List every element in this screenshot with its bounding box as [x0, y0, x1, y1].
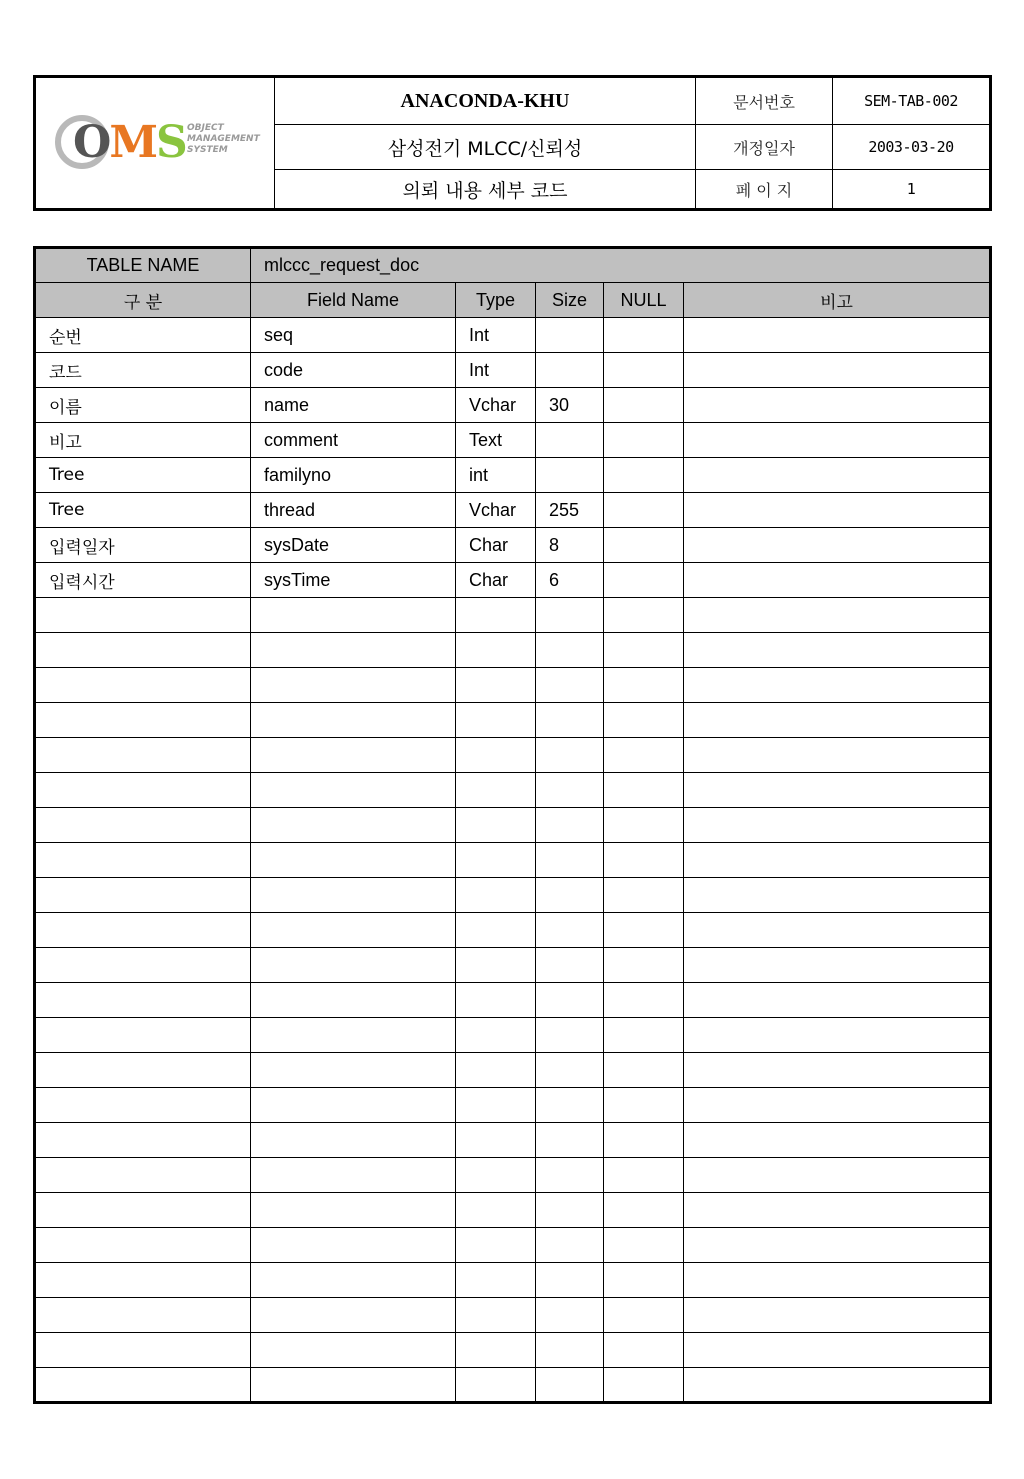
empty-cell — [456, 1193, 536, 1228]
row-category: Tree — [35, 458, 251, 493]
table-name-row — [35, 248, 991, 283]
doc-number-value: SEM-TAB-002 — [864, 92, 958, 110]
empty-cell — [604, 983, 684, 1018]
empty-cell — [251, 983, 456, 1018]
row-note — [684, 353, 991, 388]
row-size — [536, 458, 604, 493]
empty-cell — [684, 948, 991, 983]
empty-cell — [456, 948, 536, 983]
empty-cell — [684, 843, 991, 878]
table-row — [35, 353, 991, 388]
empty-cell — [684, 1053, 991, 1088]
row-note — [684, 563, 991, 598]
empty-cell — [684, 1018, 991, 1053]
row-field-name: code — [251, 353, 456, 388]
empty-cell — [35, 1263, 251, 1298]
empty-cell — [684, 983, 991, 1018]
row-category: 입력일자 — [35, 528, 251, 563]
empty-cell — [536, 598, 604, 633]
column-header-note: 비고 — [684, 283, 991, 318]
empty-cell — [684, 1333, 991, 1368]
empty-cell — [536, 1018, 604, 1053]
row-note — [684, 458, 991, 493]
row-null — [604, 563, 684, 598]
empty-cell — [536, 878, 604, 913]
empty-table-row — [35, 668, 991, 703]
empty-cell — [251, 1018, 456, 1053]
empty-cell — [456, 633, 536, 668]
column-header-null: NULL — [604, 283, 684, 318]
empty-cell — [684, 1193, 991, 1228]
empty-table-row — [35, 808, 991, 843]
empty-table-row — [35, 913, 991, 948]
empty-cell — [251, 1228, 456, 1263]
empty-cell — [684, 703, 991, 738]
empty-cell — [684, 1263, 991, 1298]
row-type: int — [456, 458, 536, 493]
empty-cell — [35, 668, 251, 703]
empty-cell — [456, 598, 536, 633]
empty-table-row — [35, 1158, 991, 1193]
empty-cell — [684, 913, 991, 948]
empty-cell — [456, 1018, 536, 1053]
table-row — [35, 423, 991, 458]
empty-cell — [35, 1158, 251, 1193]
empty-table-row — [35, 598, 991, 633]
empty-cell — [35, 808, 251, 843]
table-row — [35, 318, 991, 353]
empty-cell — [35, 913, 251, 948]
column-header-size: Size — [536, 283, 604, 318]
empty-cell — [604, 1158, 684, 1193]
empty-cell — [604, 703, 684, 738]
empty-cell — [536, 1368, 604, 1403]
empty-table-row — [35, 1368, 991, 1403]
empty-cell — [536, 1193, 604, 1228]
empty-cell — [536, 1123, 604, 1158]
empty-cell — [604, 668, 684, 703]
empty-cell — [456, 1333, 536, 1368]
empty-cell — [456, 843, 536, 878]
empty-cell — [536, 1298, 604, 1333]
empty-cell — [536, 1053, 604, 1088]
empty-cell — [35, 948, 251, 983]
empty-cell — [604, 1088, 684, 1123]
empty-cell — [684, 878, 991, 913]
empty-cell — [456, 668, 536, 703]
row-null — [604, 528, 684, 563]
empty-cell — [35, 1088, 251, 1123]
empty-cell — [456, 1263, 536, 1298]
row-size: 30 — [536, 388, 604, 423]
row-size — [536, 353, 604, 388]
empty-cell — [251, 1263, 456, 1298]
empty-cell — [684, 808, 991, 843]
empty-cell — [604, 598, 684, 633]
empty-cell — [536, 773, 604, 808]
field-definition-table — [33, 246, 992, 1404]
table-name-label: TABLE NAME — [35, 248, 251, 283]
empty-cell — [604, 1263, 684, 1298]
empty-cell — [604, 1333, 684, 1368]
table-row — [35, 563, 991, 598]
empty-cell — [684, 668, 991, 703]
empty-cell — [604, 913, 684, 948]
empty-cell — [604, 773, 684, 808]
empty-cell — [456, 738, 536, 773]
doc-number-label: 문서번호 — [733, 92, 795, 112]
empty-cell — [35, 703, 251, 738]
empty-table-row — [35, 1123, 991, 1158]
empty-cell — [456, 878, 536, 913]
empty-cell — [251, 1368, 456, 1403]
revision-date-label: 개정일자 — [733, 138, 795, 158]
row-size — [536, 423, 604, 458]
empty-cell — [251, 773, 456, 808]
empty-cell — [604, 1123, 684, 1158]
empty-table-row — [35, 948, 991, 983]
empty-cell — [536, 1088, 604, 1123]
empty-table-row — [35, 843, 991, 878]
row-field-name: sysTime — [251, 563, 456, 598]
empty-cell — [684, 1158, 991, 1193]
empty-table-row — [35, 1193, 991, 1228]
row-size: 8 — [536, 528, 604, 563]
table-name-value: mlccc_request_doc — [251, 248, 991, 283]
empty-cell — [35, 878, 251, 913]
empty-cell — [684, 598, 991, 633]
row-note — [684, 318, 991, 353]
empty-cell — [456, 1123, 536, 1158]
empty-cell — [35, 773, 251, 808]
empty-table-row — [35, 633, 991, 668]
empty-table-row — [35, 1263, 991, 1298]
empty-cell — [604, 1018, 684, 1053]
empty-cell — [251, 633, 456, 668]
column-header-category: 구 분 — [35, 283, 251, 318]
empty-cell — [35, 843, 251, 878]
empty-cell — [456, 983, 536, 1018]
empty-table-row — [35, 738, 991, 773]
empty-cell — [456, 703, 536, 738]
empty-cell — [604, 1298, 684, 1333]
empty-cell — [536, 738, 604, 773]
row-null — [604, 388, 684, 423]
page-number-value: 1 — [906, 180, 916, 198]
empty-cell — [536, 843, 604, 878]
empty-table-row — [35, 1298, 991, 1333]
column-header-row — [35, 283, 991, 318]
empty-cell — [536, 668, 604, 703]
row-type: Text — [456, 423, 536, 458]
empty-cell — [536, 703, 604, 738]
empty-cell — [251, 1333, 456, 1368]
empty-cell — [536, 913, 604, 948]
empty-table-row — [35, 1228, 991, 1263]
row-category: 순번 — [35, 318, 251, 353]
table-row — [35, 388, 991, 423]
table-row — [35, 493, 991, 528]
row-field-name: name — [251, 388, 456, 423]
empty-table-row — [35, 773, 991, 808]
empty-cell — [35, 1333, 251, 1368]
empty-cell — [456, 1158, 536, 1193]
empty-cell — [35, 1018, 251, 1053]
empty-cell — [251, 1298, 456, 1333]
row-size — [536, 318, 604, 353]
table-row — [35, 458, 991, 493]
empty-cell — [35, 738, 251, 773]
row-note — [684, 528, 991, 563]
empty-cell — [604, 1228, 684, 1263]
empty-cell — [456, 773, 536, 808]
empty-cell — [251, 913, 456, 948]
empty-cell — [456, 913, 536, 948]
empty-cell — [604, 878, 684, 913]
document-subtitle: 삼성전기 MLCC/신뢰성 — [387, 137, 583, 160]
empty-cell — [251, 1053, 456, 1088]
row-null — [604, 458, 684, 493]
empty-cell — [684, 1123, 991, 1158]
empty-cell — [536, 808, 604, 843]
row-category: 입력시간 — [35, 563, 251, 598]
empty-cell — [251, 1193, 456, 1228]
row-type: Int — [456, 353, 536, 388]
empty-cell — [604, 808, 684, 843]
row-type: Char — [456, 563, 536, 598]
empty-cell — [35, 1228, 251, 1263]
page-label: 페 이 지 — [735, 180, 793, 200]
empty-table-row — [35, 703, 991, 738]
row-category: 코드 — [35, 353, 251, 388]
empty-cell — [456, 1368, 536, 1403]
document-header — [33, 75, 992, 211]
empty-cell — [604, 738, 684, 773]
empty-cell — [35, 1123, 251, 1158]
row-null — [604, 318, 684, 353]
empty-cell — [536, 1228, 604, 1263]
empty-cell — [35, 1368, 251, 1403]
row-null — [604, 423, 684, 458]
empty-cell — [456, 1053, 536, 1088]
row-note — [684, 388, 991, 423]
empty-cell — [251, 1123, 456, 1158]
row-type: Int — [456, 318, 536, 353]
table-row — [35, 528, 991, 563]
row-type: Char — [456, 528, 536, 563]
empty-cell — [604, 633, 684, 668]
empty-cell — [536, 633, 604, 668]
empty-cell — [536, 1158, 604, 1193]
empty-cell — [35, 1298, 251, 1333]
empty-cell — [684, 1088, 991, 1123]
empty-cell — [604, 1053, 684, 1088]
empty-table-row — [35, 983, 991, 1018]
row-category: 이름 — [35, 388, 251, 423]
empty-cell — [35, 633, 251, 668]
empty-cell — [251, 1158, 456, 1193]
empty-cell — [684, 1228, 991, 1263]
empty-cell — [604, 948, 684, 983]
row-category: Tree — [35, 493, 251, 528]
column-header-field-name: Field Name — [251, 283, 456, 318]
logo-letters: OMS — [73, 117, 186, 168]
document-title: 의뢰 내용 세부 코드 — [402, 179, 568, 202]
row-field-name: thread — [251, 493, 456, 528]
empty-cell — [684, 1368, 991, 1403]
project-title: ANACONDA-KHU — [400, 89, 570, 112]
empty-cell — [251, 668, 456, 703]
empty-cell — [456, 1228, 536, 1263]
empty-cell — [536, 983, 604, 1018]
row-note — [684, 493, 991, 528]
empty-cell — [684, 633, 991, 668]
empty-cell — [604, 1368, 684, 1403]
empty-cell — [536, 1263, 604, 1298]
logo-tagline: OBJECT MANAGEMENT SYSTEM — [187, 123, 260, 155]
empty-cell — [251, 808, 456, 843]
row-null — [604, 353, 684, 388]
empty-cell — [456, 1298, 536, 1333]
logo-cell — [36, 78, 274, 208]
row-size: 6 — [536, 563, 604, 598]
row-field-name: comment — [251, 423, 456, 458]
empty-cell — [35, 598, 251, 633]
empty-cell — [604, 843, 684, 878]
empty-table-row — [35, 1018, 991, 1053]
empty-cell — [251, 738, 456, 773]
empty-table-row — [35, 1088, 991, 1123]
row-note — [684, 423, 991, 458]
empty-cell — [604, 1193, 684, 1228]
empty-cell — [251, 948, 456, 983]
row-field-name: seq — [251, 318, 456, 353]
empty-cell — [251, 878, 456, 913]
empty-table-row — [35, 1333, 991, 1368]
empty-cell — [35, 1053, 251, 1088]
row-type: Vchar — [456, 493, 536, 528]
empty-cell — [251, 1088, 456, 1123]
revision-date-value: 2003-03-20 — [868, 138, 954, 156]
row-null — [604, 493, 684, 528]
empty-cell — [536, 1333, 604, 1368]
empty-cell — [251, 598, 456, 633]
empty-cell — [684, 738, 991, 773]
empty-cell — [456, 808, 536, 843]
empty-cell — [684, 773, 991, 808]
oms-logo — [55, 111, 260, 175]
empty-cell — [251, 703, 456, 738]
row-type: Vchar — [456, 388, 536, 423]
empty-cell — [251, 843, 456, 878]
empty-cell — [536, 948, 604, 983]
row-field-name: sysDate — [251, 528, 456, 563]
empty-cell — [456, 1088, 536, 1123]
empty-cell — [684, 1298, 991, 1333]
column-header-type: Type — [456, 283, 536, 318]
row-field-name: familyno — [251, 458, 456, 493]
empty-table-row — [35, 878, 991, 913]
empty-cell — [35, 983, 251, 1018]
empty-cell — [35, 1193, 251, 1228]
empty-table-row — [35, 1053, 991, 1088]
row-category: 비고 — [35, 423, 251, 458]
row-size: 255 — [536, 493, 604, 528]
